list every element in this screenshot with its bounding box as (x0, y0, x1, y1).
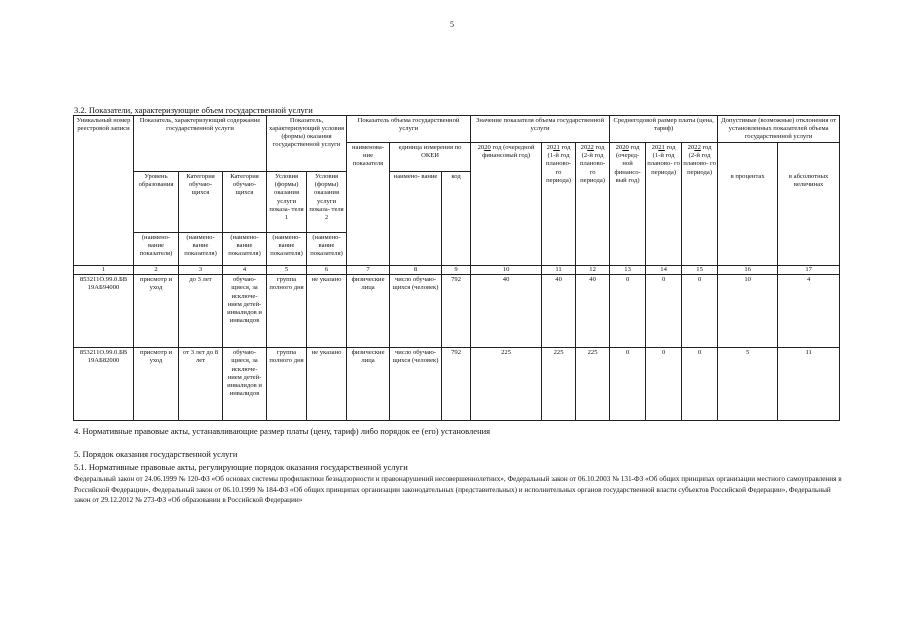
level-edu-cell: присмотр и уход (134, 275, 179, 348)
deviation-cell: 5 (718, 348, 778, 421)
category-cell: от 3 лет до 8 лет (179, 348, 223, 421)
header-condition-2: Условия (формы) оказания услуги показа- теля 2 (307, 172, 347, 233)
table-row (74, 348, 840, 421)
column-number: 12 (576, 266, 610, 275)
column-number: 2 (134, 266, 179, 275)
page-number: 5 (450, 20, 454, 29)
header-fee-current: 2020 год (очеред- ной финансо- вый год) (610, 143, 646, 266)
column-number: 10 (471, 266, 542, 275)
indicator-name-cell: физические лица (347, 275, 390, 348)
column-number: 15 (682, 266, 718, 275)
column-number: 13 (610, 266, 646, 275)
header-condition-1: Условия (формы) оказания услуги показа- теля 1 (267, 172, 307, 233)
header-unit-code: код (442, 172, 471, 266)
column-number: 9 (442, 266, 471, 275)
header-level-edu: Уровень образования (134, 172, 179, 233)
section-4-heading: 4. Нормативные правовые акты, устанавливающие размер платы (цену, тариф) либо порядок ее (его) установления (74, 426, 491, 436)
registry-number: 853211О.99.0.БВ 19АБ94000 (74, 275, 134, 348)
header-name-sub-4: (наимено- вание показателя) (223, 233, 267, 266)
fee-cell: 0 (646, 348, 682, 421)
column-number-row (74, 266, 840, 275)
header-year-current: 2020 год (очередной финансовый год) (471, 143, 542, 266)
unit-code-cell: 792 (442, 348, 471, 421)
column-number: 16 (718, 266, 778, 275)
section-5-heading: 5. Порядок оказания государственной услуги (74, 449, 238, 459)
unit-name-cell: число обучаю- щихся (человек) (390, 348, 442, 421)
header-fee-group: Среднегодовой размер платы (цена, тариф) (610, 116, 718, 143)
condition-cell: группа полного дня (267, 275, 307, 348)
column-number: 17 (778, 266, 840, 275)
category-cell: до 3 лет (179, 275, 223, 348)
header-volume-group: Показатель объема государственной услуги (347, 116, 471, 143)
header-category-1: Категория обучаю- щихся (179, 172, 223, 233)
deviation-cell: 4 (778, 275, 840, 348)
column-number: 1 (74, 266, 134, 275)
fee-cell: 0 (610, 275, 646, 348)
laws-paragraph: Федеральный закон от 24.06.1999 № 120-ФЗ «Об основах системы профилактики безнадзорности и правонарушений несовершеннолетних», Федеральный закон от 06.10.2003 № 131-ФЗ «Об общих принципах организации местного самоуправления в Российской Федерации», Федеральный закон от 06.10.1999 № 184-ФЗ «Об общих принципах организации законодательных (представительных) и исполнительных органов государственной власти субъектов Российской Федерации», Федеральный закон от 29.12.2012 № 273-ФЗ «Об образовании в Российской Федерации» (74, 475, 842, 504)
header-volume-value-group: Значение показателя объема государственной услуги (471, 116, 610, 143)
condition-cell: не указано (307, 275, 347, 348)
header-deviation-group: Допустимые (возможные) отклонения от установленных показателей объема государственной услуги (718, 116, 840, 143)
table-row (74, 275, 840, 348)
column-number: 3 (179, 266, 223, 275)
fee-cell: 0 (646, 275, 682, 348)
header-unit-name: наимено- вание (390, 172, 442, 266)
value-cell: 40 (542, 275, 576, 348)
header-fee-2: 2022 год (2-й год планово- го периода) (682, 143, 718, 266)
header-row-1 (74, 116, 840, 143)
fee-cell: 0 (682, 275, 718, 348)
condition-cell: группа полного дня (267, 348, 307, 421)
column-number: 8 (390, 266, 442, 275)
unit-name-cell: число обучаю- щихся (человек) (390, 275, 442, 348)
volume-indicators-table (73, 115, 840, 421)
value-cell: 40 (576, 275, 610, 348)
registry-number: 853211О.99.0.БВ 19АБ82000 (74, 348, 134, 421)
column-number: 6 (307, 266, 347, 275)
column-number: 11 (542, 266, 576, 275)
header-conditions-group: Показатель, характеризующий условия (формы) оказания государственной услуги (267, 116, 347, 172)
column-number: 14 (646, 266, 682, 275)
header-indicator-name: наименова- ние показателя (347, 143, 390, 266)
header-unit-okei: единица измерения по ОКЕИ (390, 143, 471, 172)
header-dev-absolute: в абсолютных величинах (778, 143, 840, 266)
header-name-sub-5: (наимено- вание показателя) (267, 233, 307, 266)
fee-cell: 0 (610, 348, 646, 421)
value-cell: 225 (542, 348, 576, 421)
column-number: 5 (267, 266, 307, 275)
header-name-sub-3: (наимено- вание показателя) (179, 233, 223, 266)
header-name-sub-6: (наимено- вание показателя) (307, 233, 347, 266)
category-cell: обучаю- щиеся, за исключе- нием детей- инвалидов и инвалидов (223, 275, 267, 348)
section-5-1-heading: 5.1. Нормативные правовые акты, регулирующие порядок оказания государственной услуги (74, 462, 408, 472)
unit-code-cell: 792 (442, 275, 471, 348)
category-cell: обучаю- щиеся, за исключе- нием детей- инвалидов и инвалидов (223, 348, 267, 421)
section-title: 3.2. Показатели, характеризующие объем государственной услуги (74, 105, 313, 115)
header-content-group: Показатель, характеризующий содержание государственной услуги (134, 116, 267, 172)
value-cell: 225 (576, 348, 610, 421)
level-edu-cell: присмотр и уход (134, 348, 179, 421)
header-year-2: 2022 год (2-й год планово- го периода) (576, 143, 610, 266)
deviation-cell: 10 (718, 275, 778, 348)
header-unique-number: Уникальный номер реестровой записи (74, 116, 134, 266)
deviation-cell: 11 (778, 348, 840, 421)
header-dev-percent: в процентах (718, 143, 778, 266)
column-number: 4 (223, 266, 267, 275)
header-category-2: Категория обучаю- щихся (223, 172, 267, 233)
column-number: 7 (347, 266, 390, 275)
condition-cell: не указано (307, 348, 347, 421)
header-name-sub-2: (наимено- вание показателя) (134, 233, 179, 266)
indicator-name-cell: физические лица (347, 348, 390, 421)
header-fee-1: 2021 год (1-й год планово- го периода) (646, 143, 682, 266)
value-cell: 40 (471, 275, 542, 348)
header-year-1: 2021 год (1-й год планово- го периода) (542, 143, 576, 266)
fee-cell: 0 (682, 348, 718, 421)
value-cell: 225 (471, 348, 542, 421)
